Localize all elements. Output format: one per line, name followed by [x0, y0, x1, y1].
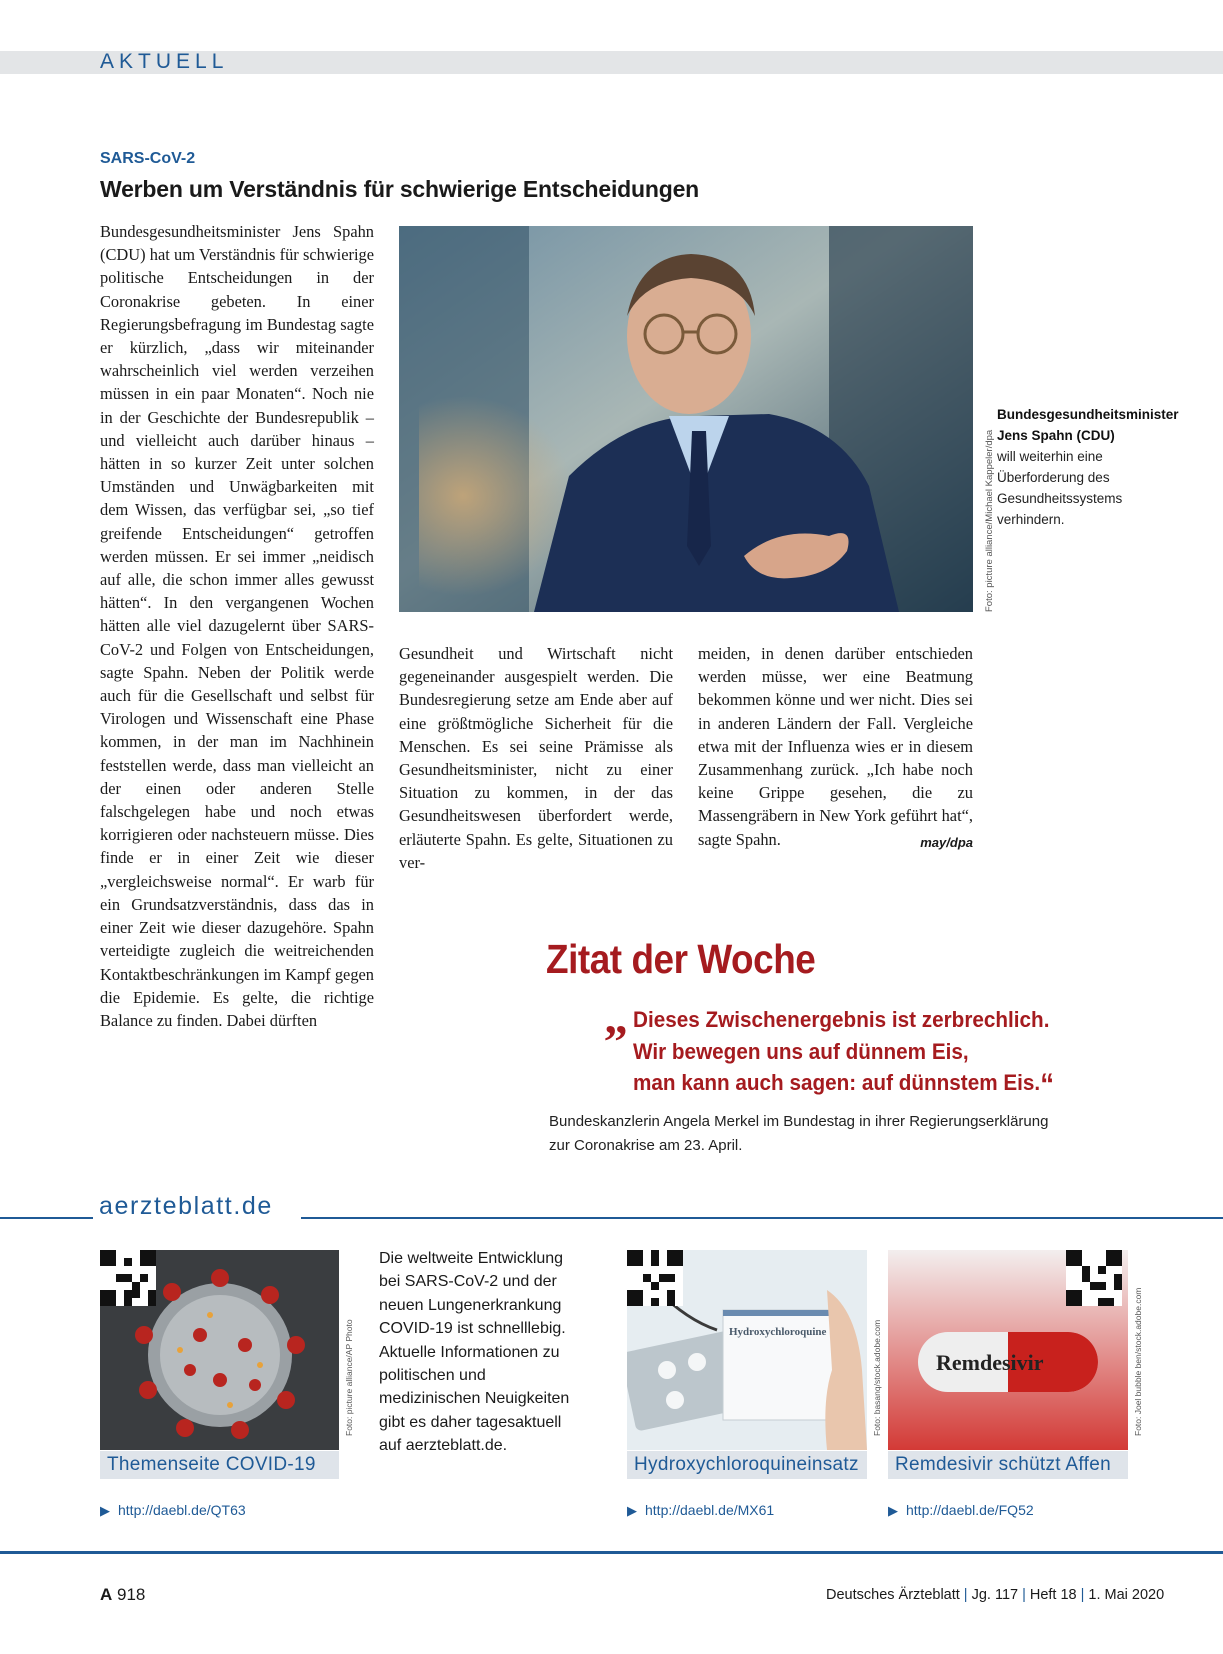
article-column-3 — [698, 642, 973, 854]
article-column-3-text: meiden, in denen darüber entschieden werden müsse, wer eine Beatmung bekommen könne und wer nicht. Dies sei in anderen Ländern der Fall. Vergleiche etwa mit der Influenza wies er in diesem Zusammenhang zurück. „Ich habe noch keine Grippe gesehen, die zu Massengräbern in New York geführt hat“, sagte Spahn. — [698, 644, 973, 849]
journal-name: Deutsches Ärzteblatt — [826, 1587, 960, 1603]
quote-line-2: Wir bewegen uns auf dünnem Eis, — [633, 1038, 969, 1064]
page-prefix: A — [100, 1585, 113, 1604]
photo-credit: Foto: picture alliance/Michael Kappeler/dpa — [984, 429, 995, 612]
quote-body — [633, 1004, 1054, 1101]
quote-line-1: Dieses Zwischenergebnis ist zerbrechlich. — [633, 1007, 1050, 1032]
aerzteblatt-label[interactable]: aerzteblatt.de — [99, 1192, 273, 1220]
remdesivir-image[interactable] — [888, 1250, 1128, 1450]
link-url[interactable]: http://daebl.de/FQ52 — [906, 1502, 1034, 1518]
page-number — [100, 1585, 145, 1605]
hydroxychloroquine-image[interactable] — [627, 1250, 867, 1450]
article-headline: Werben um Verständnis für schwierige Entscheidungen — [100, 176, 700, 202]
quote-open-mark: „ — [604, 991, 628, 1044]
qr-code-icon[interactable] — [627, 1250, 683, 1306]
quote-line-3: man kann auch sagen: auf dünnstem Eis. — [633, 1070, 1041, 1095]
section-label: AKTUELL — [100, 50, 229, 73]
footer-rule — [0, 1551, 1223, 1554]
image-credit: Foto: Joel bubble ben/stock.adobe.com — [1133, 1287, 1143, 1436]
link-url[interactable]: http://daebl.de/QT63 — [118, 1502, 246, 1518]
issue-date: 1. Mai 2020 — [1088, 1587, 1165, 1603]
publication-info — [826, 1587, 1164, 1603]
quote-source: Bundeskanzlerin Angela Merkel im Bundestag in ihrer Regierungserklärung zur Coronakrise am 23. April. — [549, 1113, 1049, 1154]
agency-credit: may/dpa — [920, 834, 973, 850]
volume: Jg. 117 — [971, 1587, 1019, 1603]
section-rule-left — [0, 1217, 93, 1219]
card-title-hydroxychloroquine[interactable]: Hydroxychloroquineinsatz — [627, 1451, 867, 1479]
caption-bold: Bundesgesundheitsminister Jens Spahn (CDU) — [997, 407, 1179, 443]
section-rule-right — [301, 1217, 1223, 1219]
separator: | — [1080, 1587, 1085, 1603]
qr-code-icon[interactable] — [100, 1250, 156, 1306]
aerzteblatt-info-text: Die weltweite Entwicklung bei SARS-CoV-2 und der neuen Lungenerkrankung COVID-19 ist schnelllebig. Aktuelle Informationen zu politischen und medizinischen Neuigkeiten gibt es daher tagesaktuell auf aerzteblatt.de. — [379, 1250, 570, 1455]
product-text: Hydroxychloroquine — [729, 1326, 827, 1338]
issue: Heft 18 — [1029, 1587, 1077, 1603]
article-kicker: SARS-CoV-2 — [100, 150, 196, 167]
play-arrow-icon: ▶ — [100, 1503, 110, 1518]
quote-close-mark: “ — [1040, 1068, 1055, 1101]
image-credit: Foto: basanq/stock.adobe.com — [872, 1319, 882, 1436]
photo-caption — [997, 404, 1179, 530]
card-link-remdesivir[interactable] — [888, 1502, 1034, 1519]
play-arrow-icon: ▶ — [888, 1503, 898, 1518]
separator: | — [1022, 1587, 1026, 1603]
page-number-value: 918 — [117, 1585, 146, 1604]
card-title-remdesivir[interactable]: Remdesivir schützt Affen — [888, 1451, 1128, 1479]
play-arrow-icon: ▶ — [627, 1503, 637, 1518]
link-url[interactable]: http://daebl.de/MX61 — [645, 1502, 775, 1518]
product-text: Remdesivir — [936, 1350, 1044, 1375]
article-column-1: Bundesgesundheitsminister Jens Spahn (CDU) hat um Verständnis für schwierige politische Entscheidungen in der Coronakrise gebeten. In einer Regierungsbefragung im Bundestag sagte er kürzlich, „dass wir miteinander wahrscheinlich viel werden verzeihen müssen in ein paar Monaten“. Noch nie in der Geschichte der Bundesrepublik – und vielleicht auch darüber hinaus – hätten in so kurzer Zeit unter solchen Umständen und Unwägbarkeiten mit dem Wissen, das verfügbar sei, „so tief greifende Entscheidungen“ getroffen werden müssen. Er sei immer „neidisch auf alle, die schon immer alles gewusst hätten“. In den vergangenen Wochen hätten alle viel dazugelernt über SARS-CoV-2 und Folgen von Entscheidungen, sagte Spahn. Neben der Politik werde auch für die Gesellschaft und selbst für Virologen und Wissenschaft eine Phase kommen, in der man im Nachhinein feststellen werde, dass man vielleicht an der einen oder anderen Stelle falschgelegen habe und noch etwas korrigieren oder nachsteuern müsse. Dies finde er in einer Zeit wie dieser „vergleichsweise normal“. Er warb für ein Grundsatzverständnis, dass das in einer Zeit wie dieser dazugehöre. Spahn verteidigte zugleich die weitreichenden Kontaktbeschränkungen im Kampf gegen die Epidemie. Es gelte, die richtige Balance zu finden. Dabei dürften — [100, 222, 374, 1030]
covid-virus-image[interactable] — [100, 1250, 339, 1450]
card-title-covid[interactable]: Themenseite COVID-19 — [100, 1451, 339, 1479]
image-credit: Foto: picture alliance/AP Photo — [344, 1319, 354, 1436]
quote-title: Zitat der Woche — [546, 936, 816, 982]
card-link-covid[interactable] — [100, 1502, 246, 1519]
separator: | — [963, 1587, 968, 1603]
portrait-illustration — [399, 226, 973, 612]
article-photo — [399, 226, 973, 612]
qr-code-icon[interactable] — [1066, 1250, 1122, 1306]
article-column-2: Gesundheit und Wirtschaft nicht gegeneinander ausgespielt werden. Die Bundesregierung setze am Ende aber auf eine größtmögliche Sicherheit für die Menschen. Es sei seine Prämisse als Gesundheitsminister, nicht zu einer Situation zu kommen, in der das Gesundheitswesen überfordert werde, erläuterte Spahn. Es gelte, Situationen zu ver- — [399, 644, 673, 872]
caption-text: will weiterhin eine Überforderung des Gesundheitssystems verhindern. — [997, 449, 1123, 527]
card-link-hydroxychloroquine[interactable] — [627, 1502, 774, 1519]
